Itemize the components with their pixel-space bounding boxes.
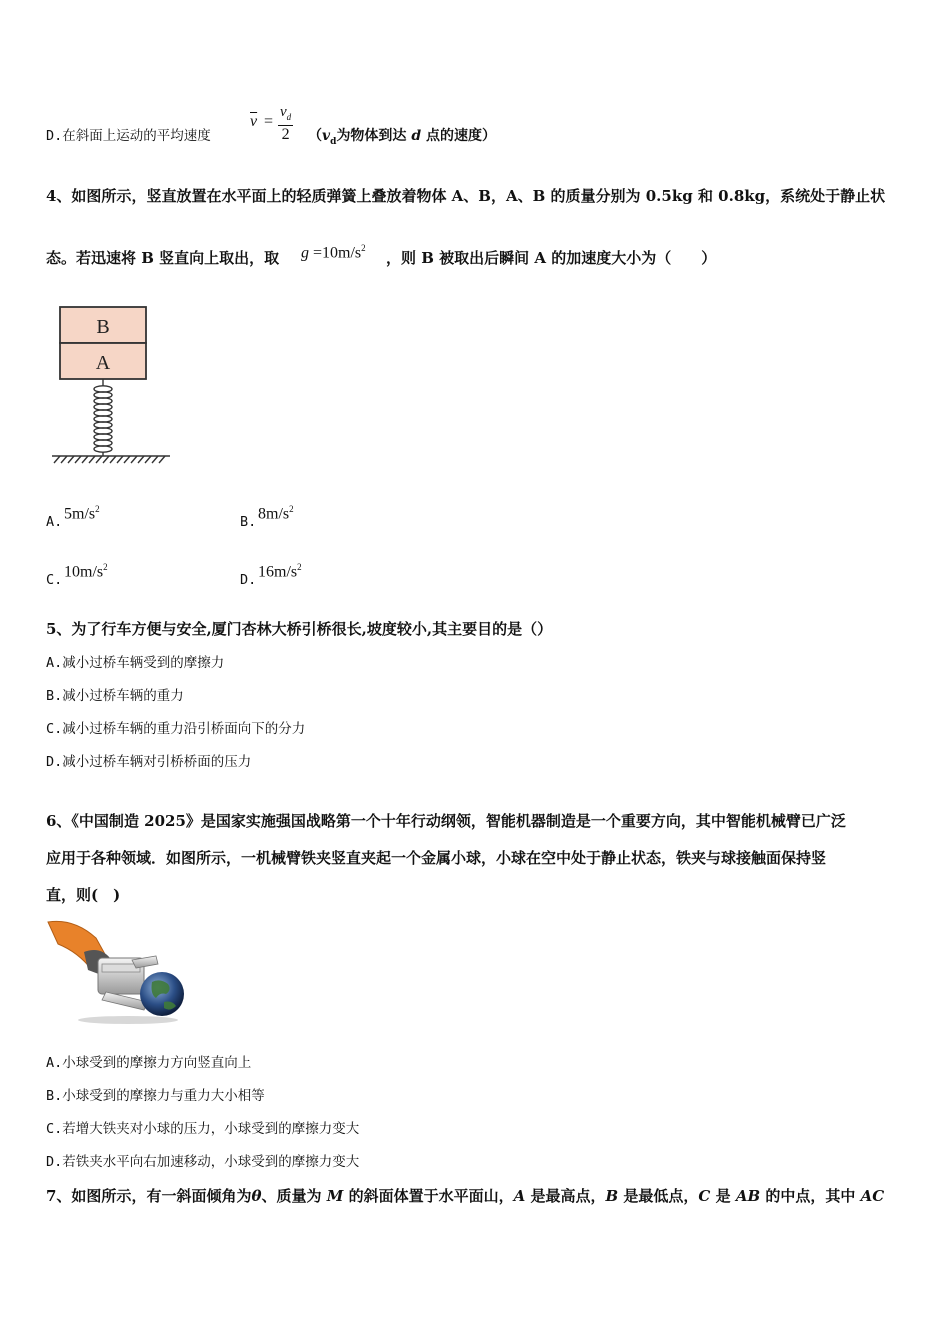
ground (52, 456, 170, 463)
q5-option-c[interactable]: C.减小过桥车辆的重力沿引桥面向下的分力 (46, 721, 306, 737)
q3-eq: = (264, 113, 274, 130)
q6-stem-line2: 应用于各种领域．如图所示，一机械臂铁夹竖直夹起一个金属小球，小球在空中处于静止状态，铁夹与球接触面保持竖 (46, 849, 827, 867)
metal-ball-globe (140, 972, 184, 1016)
q6-option-b[interactable]: B.小球受到的摩擦力与重力大小相等 (46, 1088, 265, 1104)
q4-stem-line1: 4、如图所示，竖直放置在水平面上的轻质弹簧上叠放着物体 A、B，A、B 的质量分别为 0.5kg 和 0.8kg，系统处于静止状 (46, 187, 886, 205)
q3-fraction-num: $v_d$ (278, 104, 293, 126)
q3-vbar: $\overline{v}$ (250, 113, 258, 130)
q5-option-a[interactable]: A.减小过桥车辆受到的摩擦力 (46, 655, 225, 671)
block-b-label: B (96, 316, 110, 338)
spring (94, 379, 112, 456)
q6-robot-arm-figure (44, 918, 186, 1026)
q5-stem: 5、为了行车方便与安全,厦门杏林大桥引桥很长,坡度较小,其主要目的是（） (46, 620, 553, 638)
q6-option-c[interactable]: C.若增大铁夹对小球的压力，小球受到的摩擦力变大 (46, 1121, 360, 1137)
q6-stem-line1: 6、《中国制造 2025》是国家实施强国战略第一个十年行动纲领，智能机器制造是一个重要方向，其中智能机械臂已广泛 (46, 812, 846, 830)
q3-option-d-prefix: D.在斜面上运动的平均速度 (46, 128, 211, 144)
q4-spring-figure (48, 303, 174, 468)
shadow (78, 1016, 178, 1024)
q3-suffix: （$v_d$为物体到达 d 点的速度） (308, 128, 496, 147)
q6-option-a[interactable]: A.小球受到的摩擦力方向竖直向上 (46, 1055, 252, 1071)
q6-option-d[interactable]: D.若铁夹水平向右加速移动，小球受到的摩擦力变大 (46, 1154, 360, 1170)
block-a-label: A (95, 352, 111, 374)
q5-option-b[interactable]: B.减小过桥车辆的重力 (46, 688, 184, 704)
q5-option-d[interactable]: D.减小过桥车辆对引桥桥面的压力 (46, 754, 252, 770)
q3-fraction (278, 104, 293, 144)
q6-stem-line3: 直，则( ) (46, 886, 121, 904)
q3-fraction-den: 2 (281, 126, 290, 143)
q7-stem-line1: 7、如图所示，有一斜面倾角为θ、质量为 M 的斜面体置于水平面山，A 是最高点，B 是最低点，C 是 AB 的中点，其中 AC (46, 1187, 885, 1205)
